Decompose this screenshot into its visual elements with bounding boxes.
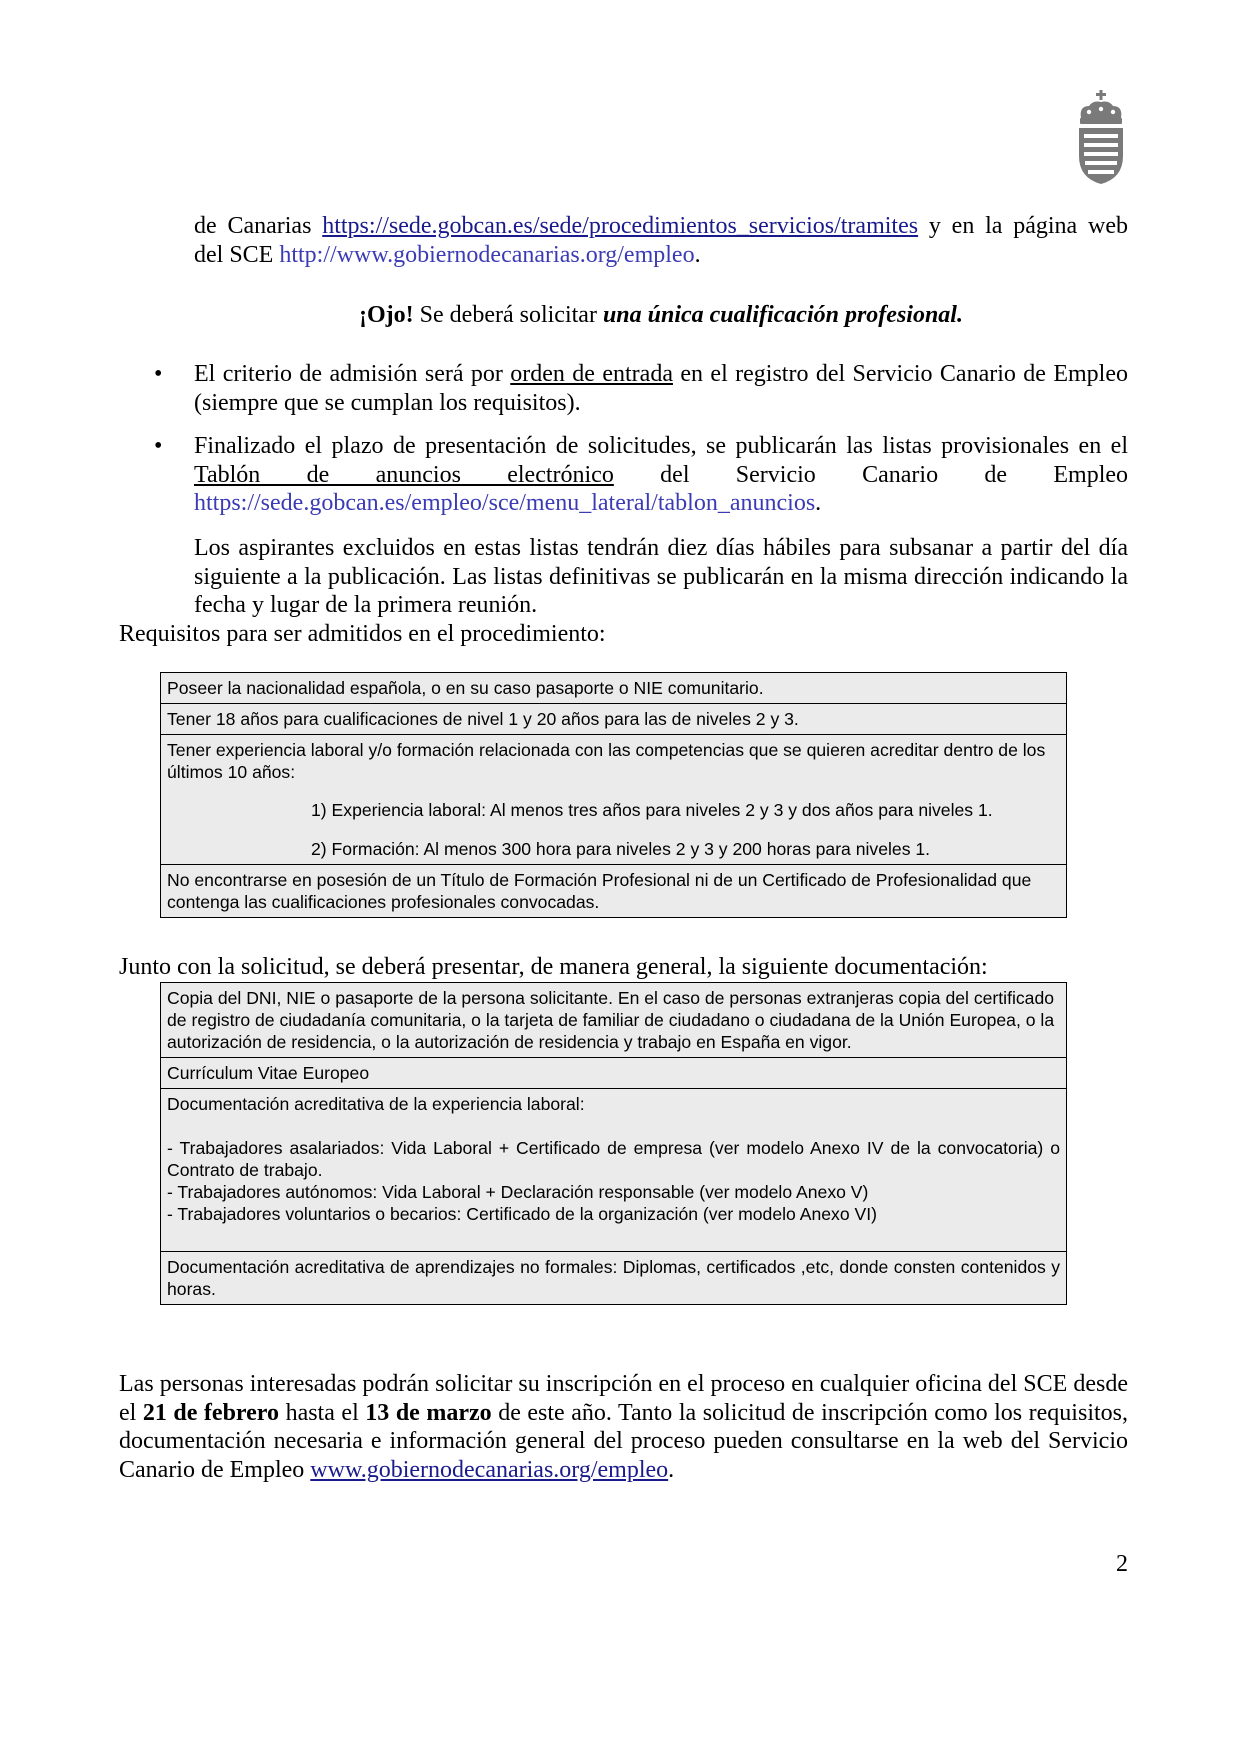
ojo-note — [194, 301, 1128, 330]
inscripcion-paragraph — [119, 1370, 1128, 1484]
final-text-part: . — [668, 1456, 675, 1483]
fecha-fin: 13 de marzo — [365, 1399, 492, 1426]
bullet-text — [194, 360, 1128, 417]
documentacion-table — [160, 982, 1067, 1305]
requisito-formacion: 2) Formación: Al menos 300 hora para niveles 2 y 3 y 200 horas para niveles 1. — [311, 839, 931, 859]
doc-row-experiencia — [161, 1088, 1066, 1251]
final-text-part: Las personas interesadas podrán solicitar su inscripción en el proceso en cualquier oficina del SCE desde el — [119, 1371, 1128, 1426]
orden-entrada-underline: orden de entrada — [510, 361, 673, 387]
intro-text-2: y en la página web del SCE — [194, 213, 1128, 268]
bullet-text-part: del Servicio Canario de Empleo — [613, 461, 1129, 488]
ojo-text: Se deberá solicitar — [413, 302, 603, 328]
tablon-underline: Tablón de anuncios electrónico — [194, 461, 614, 488]
bullet-text-part: Finalizado el plazo de presentación de solicitudes, se publicarán las listas provisionales en el — [194, 433, 1128, 459]
ojo-label: ¡Ojo! — [359, 302, 414, 328]
tablon-anuncios-link[interactable]: https://sede.gobcan.es/empleo/sce/menu_lateral/tablon_anuncios — [194, 490, 816, 516]
doc-experiencia-title: Documentación acreditativa de la experiencia laboral: — [167, 1094, 585, 1114]
bullet-criterio — [154, 360, 1128, 417]
bullet-symbol: • — [154, 433, 163, 459]
bullet-text-part: El criterio de admisión será por — [194, 361, 511, 387]
intro-text-3: . — [694, 241, 701, 268]
doc-row-aprendizajes: Documentación acreditativa de aprendizajes no formales: Diplomas, certificados ,etc, donde consten contenidos y horas. — [161, 1251, 1066, 1304]
sede-tramites-link[interactable]: https://sede.gobcan.es/sede/procedimientos_servicios/tramites — [322, 213, 919, 239]
requisito-row-edad: Tener 18 años para cualificaciones de nivel 1 y 20 años para las de niveles 2 y 3. — [161, 703, 1066, 734]
bullet-text-part: . — [815, 490, 822, 516]
requisitos-heading: Requisitos para ser admitidos en el procedimiento: — [119, 621, 606, 647]
ojo-emphasis: una única cualificación profesional. — [602, 302, 963, 328]
doc-asalariados: - Trabajadores asalariados: Vida Laboral + Certificado de empresa (ver modelo Anexo IV de la convocatoria) o Contrato de trabajo. — [167, 1138, 1060, 1180]
requisito-row-experiencia — [161, 734, 1066, 864]
requisito-experiencia-text: Tener experiencia laboral y/o formación relacionada con las competencias que se quieren acreditar dentro de los últimos 10 años: — [167, 740, 1046, 782]
doc-row-dni: Copia del DNI, NIE o pasaporte de la persona solicitante. En el caso de personas extranjeras copia del certificado de registro de ciudadanía comunitaria, o la tarjeta de familiar de ciudadano o ciudadana de la Unión Europea, o la autorización de residencia, o la autorización de residencia y trabajo en España en vigor. — [167, 988, 1055, 1052]
requisitos-table — [160, 672, 1067, 918]
fecha-inicio: 21 de febrero — [142, 1399, 280, 1426]
bullet-listas — [154, 432, 1128, 518]
excluidos-paragraph: Los aspirantes excluidos en estas listas tendrán diez días hábiles para subsanar a partir del día siguiente a la publicación. Las listas definitivas se publicarán en la misma dirección indicando la fecha y lugar de la primera reunión. — [194, 535, 1128, 618]
sce-web-link[interactable]: http://www.gobiernodecanarias.org/empleo — [279, 241, 695, 268]
intro-paragraph — [194, 212, 1128, 269]
final-text-part: de este año. Tanto la solicitud de inscripción como los requisitos, documentación necesaria e información general del proceso pueden consultarse en la web del Servicio Canario de Empleo — [119, 1399, 1128, 1483]
intro-text-1: de Canarias — [194, 213, 323, 239]
page-number: 2 — [1116, 1551, 1128, 1577]
empleo-web-link[interactable]: www.gobiernodecanarias.org/empleo — [310, 1456, 669, 1483]
coat-of-arms-icon — [1075, 90, 1127, 186]
final-text-part: hasta el — [279, 1399, 366, 1426]
requisito-experiencia-laboral: 1) Experiencia laboral: Al menos tres años para niveles 2 y 3 y dos años para niveles 1. — [311, 800, 993, 820]
documentacion-heading: Junto con la solicitud, se deberá presentar, de manera general, la siguiente documentación: — [119, 954, 988, 980]
requisito-row-nacionalidad: Poseer la nacionalidad española, o en su caso pasaporte o NIE comunitario. — [167, 678, 764, 698]
bullet-symbol: • — [154, 361, 163, 387]
bullet-text-part: en el registro del Servicio Canario de Empleo (siempre que se cumplan los requisitos). — [194, 361, 1128, 416]
doc-autonomos: - Trabajadores autónomos: Vida Laboral + Declaración responsable (ver modelo Anexo V) — [167, 1182, 869, 1202]
requisito-row-titulo: No encontrarse en posesión de un Título de Formación Profesional ni de un Certificado de Profesionalidad que contenga las cualificaciones profesionales convocadas. — [161, 864, 1066, 917]
doc-voluntarios: - Trabajadores voluntarios o becarios: Certificado de la organización (ver modelo Anexo VI) — [167, 1204, 877, 1224]
bullet-text — [194, 432, 1128, 518]
doc-row-curriculum: Currículum Vitae Europeo — [161, 1057, 1066, 1088]
